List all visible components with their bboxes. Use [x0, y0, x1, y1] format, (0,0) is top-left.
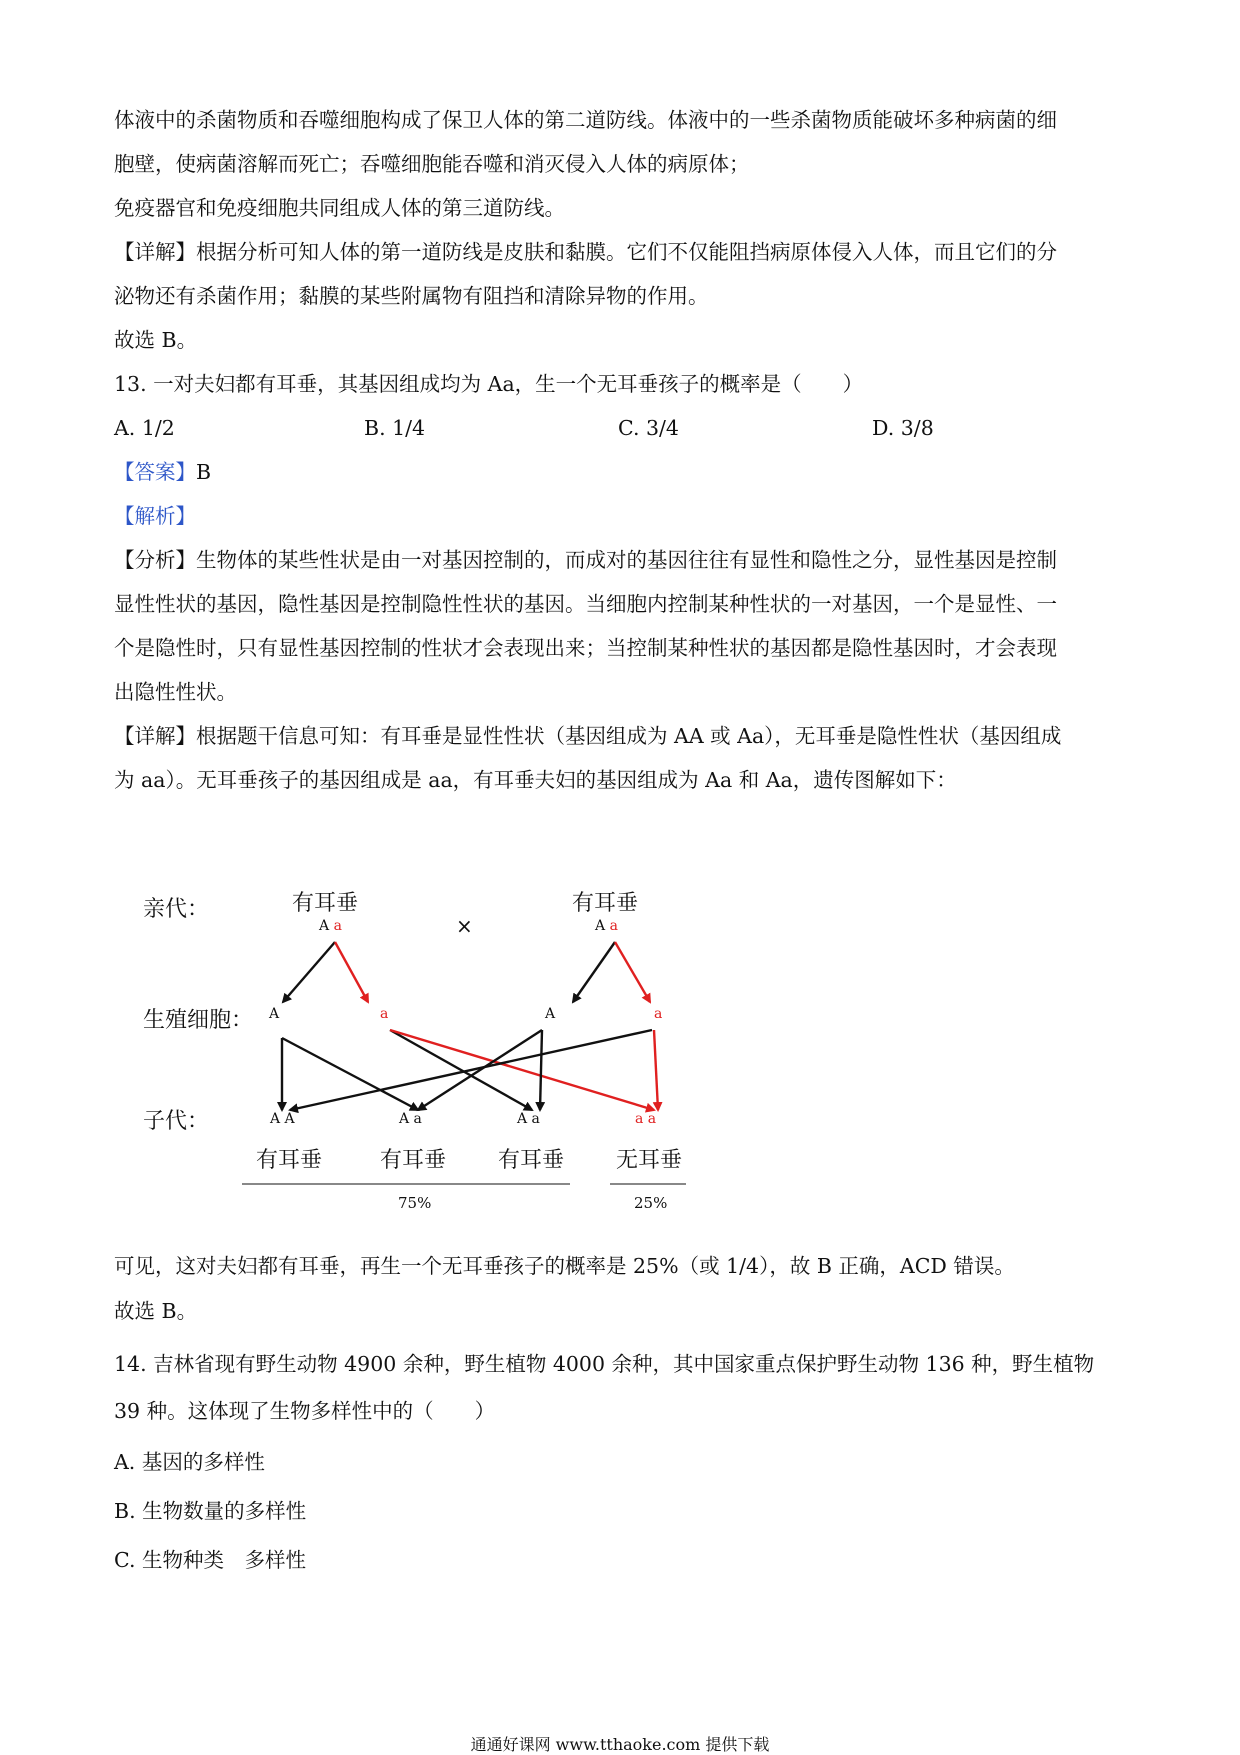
gamete-4: a	[654, 1006, 663, 1022]
parent1-genotype	[319, 918, 342, 934]
conclusion-line: 可见，这对夫妇都有耳垂，再生一个无耳垂孩子的概率是 25%（或 1/4），故 B 正确，ACD 错误。	[114, 1254, 1015, 1278]
gamete-3: A	[545, 1006, 556, 1022]
q13-option-c: C. 3/4	[618, 416, 679, 440]
detail-line: 【详解】根据题干信息可知：有耳垂是显性性状（基因组成为 AA 或 Aa），无耳垂是隐性性状（基因组成	[114, 724, 1062, 748]
parent2-genotype	[595, 918, 618, 934]
arrow-p2-to-gamete-A	[573, 942, 615, 1002]
q14-option-b: B. 生物数量的多样性	[114, 1499, 307, 1523]
arrow-g4-to-Aa-3	[540, 1030, 542, 1110]
analysis-line: 出隐性性状。	[114, 680, 237, 704]
arrow-g1-to-Aa-2	[282, 1038, 418, 1110]
q14-option-c: C. 生物种类 多样性	[114, 1548, 306, 1572]
parent1-trait: 有耳垂	[292, 891, 359, 916]
q13-option-d: D. 3/8	[872, 416, 934, 440]
offspring-genotype-1: A A	[270, 1111, 295, 1127]
parent1-gene-recessive: a	[333, 918, 342, 934]
paragraph-line: 体液中的杀菌物质和吞噬细胞构成了保卫人体的第二道防线。体液中的一些杀菌物质能破坏多种病菌的细	[114, 108, 1057, 132]
offspring-trait-1: 有耳垂	[256, 1148, 323, 1173]
analysis-tag: 【解析】	[114, 504, 196, 528]
question-14-stem: 14. 吉林省现有野生动物 4900 余种，野生植物 4000 余种，其中国家重点保护野生动物 136 种，野生植物	[114, 1352, 1095, 1376]
paragraph-line: 泌物还有杀菌作用；黏膜的某些附属物有阻挡和清除异物的作用。	[114, 284, 709, 308]
paragraph-line: 胞壁，使病菌溶解而死亡；吞噬细胞能吞噬和消灭侵入人体的病原体；	[114, 152, 750, 176]
gamete-1: A	[269, 1006, 280, 1022]
offspring-genotype-4: a a	[635, 1111, 657, 1127]
question-13-stem: 13. 一对夫妇都有耳垂，其基因组成均为 Aa，生一个无耳垂孩子的概率是（ ）	[114, 372, 864, 396]
parent2-gene-dominant: A	[595, 918, 606, 934]
paragraph-line: 免疫器官和免疫细胞共同组成人体的第三道防线。	[114, 196, 565, 220]
gamete-label: 生殖细胞：	[143, 1008, 254, 1033]
offspring-trait-2: 有耳垂	[380, 1148, 447, 1173]
question-14-stem-cont: 39 种。这体现了生物多样性中的（ ）	[114, 1399, 496, 1423]
paragraph-line: 【详解】根据分析可知人体的第一道防线是皮肤和黏膜。它们不仅能阻挡病原体侵入人体，而且它们的分	[114, 240, 1057, 264]
q14-option-a: A. 基因的多样性	[114, 1450, 265, 1474]
arrow-p2-to-gamete-a	[615, 942, 650, 1002]
q13-option-a: A. 1/2	[114, 416, 175, 440]
cross-symbol: ×	[456, 914, 473, 938]
percentage-recessive: 25%	[634, 1194, 668, 1212]
arrow-g2-to-Aa-3	[390, 1030, 532, 1110]
offspring-trait-3: 有耳垂	[498, 1148, 565, 1173]
q13-option-b: B. 1/4	[364, 416, 426, 440]
gamete-2: a	[380, 1006, 389, 1022]
parent1-gene-dominant: A	[319, 918, 330, 934]
detail-line: 为 aa）。无耳垂孩子的基因组成是 aa，有耳垂夫妇的基因组成为 Aa 和 Aa，遗传图解如下：	[114, 768, 957, 792]
arrow-p1-to-gamete-A	[283, 942, 335, 1002]
offspring-trait-4: 无耳垂	[616, 1148, 683, 1173]
paragraph-line: 故选 B。	[114, 328, 198, 352]
parent2-gene-recessive: a	[609, 918, 618, 934]
analysis-line: 显性性状的基因，隐性基因是控制隐性性状的基因。当细胞内控制某种性状的一对基因，一个是显性、一	[114, 592, 1057, 616]
offspring-genotype-3: A a	[517, 1111, 540, 1127]
arrow-p1-to-gamete-a	[335, 942, 368, 1002]
parent-generation-label: 亲代：	[143, 897, 210, 922]
analysis-line: 个是隐性时，只有显性基因控制的性状才会表现出来；当控制某种性状的基因都是隐性基因时，才会表现	[114, 636, 1057, 660]
percentage-dominant: 75%	[398, 1194, 432, 1212]
answer-tag: 【答案】	[114, 460, 196, 484]
page-footer: 通通好课网 www.tthaoke.com 提供下载	[470, 1735, 770, 1754]
analysis-line: 【分析】生物体的某些性状是由一对基因控制的，而成对的基因往往有显性和隐性之分，显性基因是控制	[114, 548, 1057, 572]
answer-value: B	[196, 460, 212, 484]
offspring-genotype-2: A a	[399, 1111, 422, 1127]
offspring-label: 子代：	[143, 1109, 210, 1134]
parent2-trait: 有耳垂	[572, 891, 639, 916]
arrow-g4-to-aa	[654, 1030, 658, 1110]
choose-line: 故选 B。	[114, 1299, 198, 1323]
